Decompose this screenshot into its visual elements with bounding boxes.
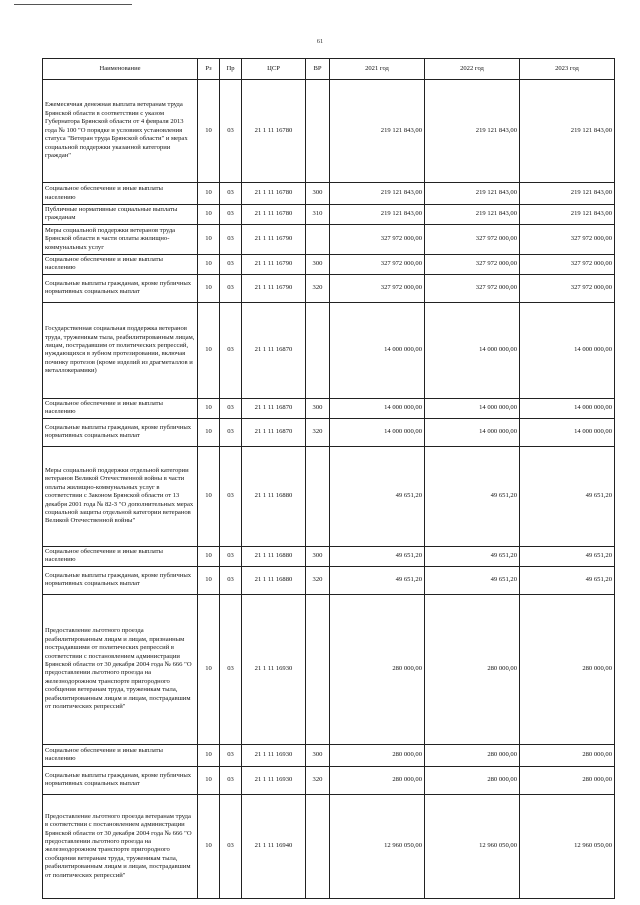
cell-2023: 280 000,00 <box>520 766 615 794</box>
cell-csr: 21 1 11 16930 <box>242 766 306 794</box>
cell-csr: 21 1 11 16880 <box>242 546 306 566</box>
cell-pr: 03 <box>220 744 242 766</box>
cell-2023: 49 651,20 <box>520 446 615 546</box>
cell-2021: 327 972 000,00 <box>330 224 425 254</box>
cell-csr: 21 1 11 16940 <box>242 794 306 898</box>
cell-vr: 310 <box>306 205 330 225</box>
cell-2023: 219 121 843,00 <box>520 183 615 205</box>
cell-2021: 219 121 843,00 <box>330 80 425 183</box>
cell-rz: 10 <box>198 566 220 594</box>
table-row <box>43 794 615 898</box>
cell-2023: 14 000 000,00 <box>520 418 615 446</box>
table-row <box>43 446 615 546</box>
cell-name: Ежемесячная денежная выплата ветеранам труда Брянской области в соответствии с указом Губернатора Брянской области от 4 февраля 2013 года № 100 "О порядке и условиях установления статуса "Ветеран труда Брянской области" и мерах социальной поддержки указанной категории граждан" <box>43 80 198 183</box>
cell-csr: 21 1 11 16930 <box>242 594 306 744</box>
cell-vr: 300 <box>306 398 330 418</box>
cell-pr: 03 <box>220 418 242 446</box>
table-row <box>43 183 615 205</box>
cell-pr: 03 <box>220 205 242 225</box>
cell-name: Социальное обеспечение и иные выплаты населению <box>43 546 198 566</box>
cell-2023: 49 651,20 <box>520 546 615 566</box>
cell-rz: 10 <box>198 254 220 274</box>
cell-csr: 21 1 11 16870 <box>242 302 306 398</box>
col-header-vr: ВР <box>306 59 330 80</box>
cell-vr <box>306 80 330 183</box>
cell-name: Социальное обеспечение и иные выплаты населению <box>43 254 198 274</box>
cell-2021: 219 121 843,00 <box>330 183 425 205</box>
cell-pr: 03 <box>220 224 242 254</box>
page-number: 61 <box>316 38 324 45</box>
cell-2023: 14 000 000,00 <box>520 302 615 398</box>
cell-2022: 49 651,20 <box>425 546 520 566</box>
cell-rz: 10 <box>198 794 220 898</box>
top-rule <box>14 4 132 5</box>
cell-2021: 14 000 000,00 <box>330 302 425 398</box>
col-header-2021: 2021 год <box>330 59 425 80</box>
cell-pr: 03 <box>220 254 242 274</box>
cell-name: Социальные выплаты гражданам, кроме публичных нормативных социальных выплат <box>43 766 198 794</box>
cell-2022: 219 121 843,00 <box>425 205 520 225</box>
table-row <box>43 224 615 254</box>
cell-2022: 14 000 000,00 <box>425 398 520 418</box>
cell-2021: 14 000 000,00 <box>330 398 425 418</box>
cell-2022: 280 000,00 <box>425 594 520 744</box>
cell-name: Государственная социальная поддержка ветеранов труда, труженикам тыла, реабилитированным лицам, лицам, пострадавшим от политических репрессий, нуждающихся в зубном протезировании, включая починку протезов (кроме изделий из драгметаллов и металлокерамики) <box>43 302 198 398</box>
cell-rz: 10 <box>198 183 220 205</box>
cell-2021: 280 000,00 <box>330 594 425 744</box>
cell-csr: 21 1 11 16880 <box>242 446 306 546</box>
cell-name: Социальное обеспечение и иные выплаты населению <box>43 398 198 418</box>
cell-rz: 10 <box>198 594 220 744</box>
cell-2023: 327 972 000,00 <box>520 274 615 302</box>
cell-2023: 280 000,00 <box>520 594 615 744</box>
table-row <box>43 254 615 274</box>
cell-pr: 03 <box>220 398 242 418</box>
table-row <box>43 594 615 744</box>
cell-vr <box>306 594 330 744</box>
cell-csr: 21 1 11 16780 <box>242 183 306 205</box>
col-header-2022: 2022 год <box>425 59 520 80</box>
cell-pr: 03 <box>220 794 242 898</box>
table-row <box>43 418 615 446</box>
cell-2023: 12 960 050,00 <box>520 794 615 898</box>
cell-2021: 280 000,00 <box>330 766 425 794</box>
cell-2021: 280 000,00 <box>330 744 425 766</box>
cell-csr: 21 1 11 16930 <box>242 744 306 766</box>
cell-rz: 10 <box>198 302 220 398</box>
cell-name: Социальное обеспечение и иные выплаты населению <box>43 183 198 205</box>
cell-2021: 49 651,20 <box>330 566 425 594</box>
cell-vr: 300 <box>306 744 330 766</box>
cell-vr: 320 <box>306 274 330 302</box>
table-row <box>43 744 615 766</box>
cell-rz: 10 <box>198 744 220 766</box>
cell-vr: 300 <box>306 254 330 274</box>
cell-2023: 219 121 843,00 <box>520 80 615 183</box>
cell-pr: 03 <box>220 446 242 546</box>
table-row <box>43 766 615 794</box>
cell-2022: 327 972 000,00 <box>425 224 520 254</box>
cell-2021: 12 960 050,00 <box>330 794 425 898</box>
cell-rz: 10 <box>198 80 220 183</box>
cell-vr <box>306 302 330 398</box>
cell-2023: 327 972 000,00 <box>520 224 615 254</box>
col-header-pr: Пр <box>220 59 242 80</box>
table-row <box>43 80 615 183</box>
cell-pr: 03 <box>220 546 242 566</box>
cell-name: Предоставление льготного проезда реабилитированным лицам и лицам, признанным пострадавшими от политических репрессий в соответствии с постановлением администрации Брянской области от 30 декабря 2004 года № 666 "О предоставлении льготного проезда на железнодорожном транспорте пригородного сообщения ветеранам труда, труженикам тыла, реабилитированным лицам и лицам, пострадавшим от политических репрессий" <box>43 594 198 744</box>
cell-2022: 49 651,20 <box>425 446 520 546</box>
cell-2022: 280 000,00 <box>425 744 520 766</box>
col-header-csr: ЦСР <box>242 59 306 80</box>
cell-2021: 49 651,20 <box>330 446 425 546</box>
cell-vr: 300 <box>306 546 330 566</box>
cell-2023: 49 651,20 <box>520 566 615 594</box>
cell-csr: 21 1 11 16880 <box>242 566 306 594</box>
table-row <box>43 566 615 594</box>
cell-2021: 219 121 843,00 <box>330 205 425 225</box>
cell-rz: 10 <box>198 446 220 546</box>
cell-2022: 280 000,00 <box>425 766 520 794</box>
cell-2023: 280 000,00 <box>520 744 615 766</box>
cell-vr: 300 <box>306 183 330 205</box>
cell-vr: 320 <box>306 566 330 594</box>
cell-rz: 10 <box>198 224 220 254</box>
cell-name: Социальные выплаты гражданам, кроме публичных нормативных социальных выплат <box>43 566 198 594</box>
cell-2021: 327 972 000,00 <box>330 254 425 274</box>
cell-rz: 10 <box>198 398 220 418</box>
cell-2021: 49 651,20 <box>330 546 425 566</box>
cell-csr: 21 1 11 16790 <box>242 254 306 274</box>
cell-name: Социальные выплаты гражданам, кроме публичных нормативных социальных выплат <box>43 274 198 302</box>
cell-2022: 49 651,20 <box>425 566 520 594</box>
cell-csr: 21 1 11 16790 <box>242 274 306 302</box>
table-row <box>43 398 615 418</box>
cell-rz: 10 <box>198 205 220 225</box>
table-body <box>43 80 615 899</box>
cell-2022: 219 121 843,00 <box>425 183 520 205</box>
cell-pr: 03 <box>220 274 242 302</box>
cell-2022: 219 121 843,00 <box>425 80 520 183</box>
cell-name: Социальные выплаты гражданам, кроме публичных нормативных социальных выплат <box>43 418 198 446</box>
cell-csr: 21 1 11 16780 <box>242 80 306 183</box>
cell-name: Меры социальной поддержки ветеранов труда Брянской области в части оплаты жилищно-коммунальных услуг <box>43 224 198 254</box>
cell-2022: 12 960 050,00 <box>425 794 520 898</box>
cell-rz: 10 <box>198 274 220 302</box>
cell-vr: 320 <box>306 418 330 446</box>
table-row <box>43 302 615 398</box>
cell-2022: 14 000 000,00 <box>425 302 520 398</box>
cell-csr: 21 1 11 16870 <box>242 418 306 446</box>
cell-2021: 14 000 000,00 <box>330 418 425 446</box>
cell-name: Публичные нормативные социальные выплаты гражданам <box>43 205 198 225</box>
table-header-row <box>43 59 615 80</box>
cell-pr: 03 <box>220 594 242 744</box>
cell-rz: 10 <box>198 546 220 566</box>
cell-vr: 320 <box>306 766 330 794</box>
cell-2022: 327 972 000,00 <box>425 254 520 274</box>
cell-pr: 03 <box>220 183 242 205</box>
cell-2023: 219 121 843,00 <box>520 205 615 225</box>
cell-2022: 327 972 000,00 <box>425 274 520 302</box>
cell-2023: 327 972 000,00 <box>520 254 615 274</box>
cell-vr <box>306 446 330 546</box>
cell-csr: 21 1 11 16790 <box>242 224 306 254</box>
table-row <box>43 274 615 302</box>
cell-2021: 327 972 000,00 <box>330 274 425 302</box>
budget-table <box>42 58 615 899</box>
cell-pr: 03 <box>220 302 242 398</box>
table-row <box>43 546 615 566</box>
cell-name: Меры социальной поддержки отдельной категории ветеранов Великой Отечественной войны в части оплаты жилищно-коммунальных услуг в соответствии с Законом Брянской области от 13 декабря 2001 года № 82-З "О дополнительных мерах социальной защиты отдельной категории ветеранов Великой Отечественной войны" <box>43 446 198 546</box>
col-header-rz: Рз <box>198 59 220 80</box>
cell-rz: 10 <box>198 766 220 794</box>
cell-rz: 10 <box>198 418 220 446</box>
cell-name: Социальное обеспечение и иные выплаты населению <box>43 744 198 766</box>
cell-vr <box>306 794 330 898</box>
cell-name: Предоставление льготного проезда ветеранам труда в соответствии с постановлением администрации Брянской области от 30 декабря 2004 года № 666 "О предоставлении льготного проезда на железнодорожном транспорте пригородного сообщения ветеранам труда, труженикам тыла, реабилитированным лицам и лицам, пострадавшим от политических репрессий" <box>43 794 198 898</box>
cell-pr: 03 <box>220 80 242 183</box>
cell-pr: 03 <box>220 566 242 594</box>
cell-csr: 21 1 11 16780 <box>242 205 306 225</box>
col-header-name: Наименование <box>43 59 198 80</box>
table-row <box>43 205 615 225</box>
cell-csr: 21 1 11 16870 <box>242 398 306 418</box>
cell-vr <box>306 224 330 254</box>
cell-2023: 14 000 000,00 <box>520 398 615 418</box>
cell-pr: 03 <box>220 766 242 794</box>
cell-2022: 14 000 000,00 <box>425 418 520 446</box>
col-header-2023: 2023 год <box>520 59 615 80</box>
